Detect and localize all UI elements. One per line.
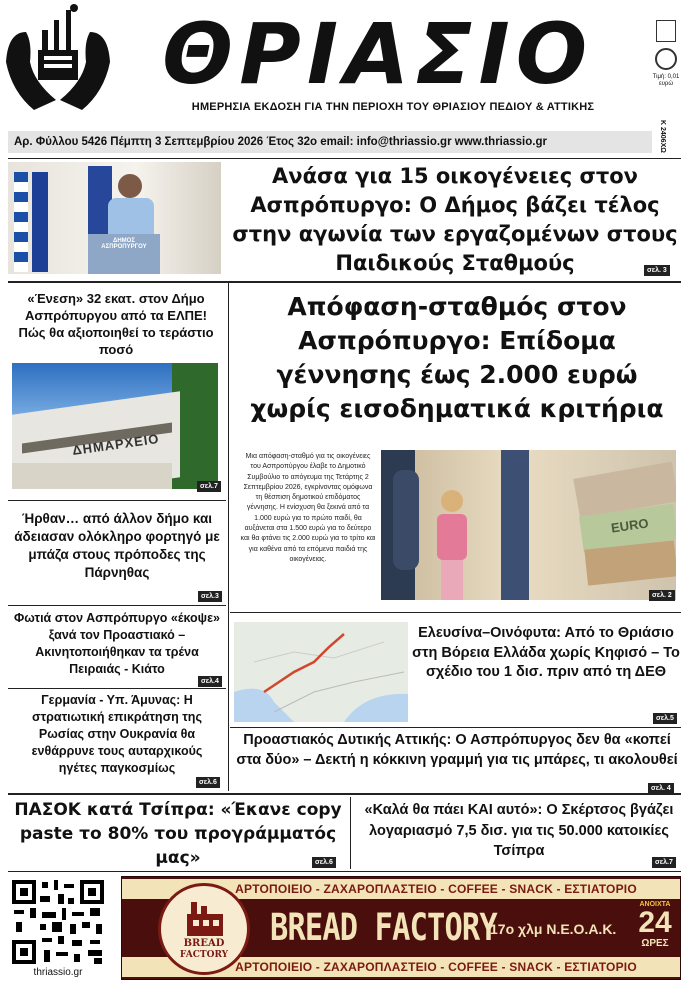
issue-info: Αρ. Φύλλου 5426 Πέμπτη 3 Σεπτεμβρίου 2026 Έτος 32ο email: info@thriassio.gr www.thriassio.gr xyxy=(14,136,547,148)
ad-top-band: ΑΡΤΟΠΟΙΕΙΟ - ΖΑΧΑΡΟΠΛΑΣΤΕΙΟ - COFFEE - SNACK - ΕΣΤΙΑΤΟΡΙΟ xyxy=(122,879,680,899)
logo-hands-icon xyxy=(4,2,112,112)
page-ref: σελ.6 xyxy=(196,777,220,788)
page-ref: σελ.4 xyxy=(198,676,222,687)
divider xyxy=(8,688,226,689)
ad-location: 17ο χλμ Ν.Ε.Ο.Α.Κ. xyxy=(490,921,617,937)
skertsos-headline: «Καλά θα πάει ΚΑΙ αυτό»: Ο Σκέρτσος βγάζει λογαριασμό 7,5 δισ. για τις 50.000 κατοικίες Τσίπρα xyxy=(364,802,674,859)
ad-bottom-band: ΑΡΤΟΠΟΙΕΙΟ - ΖΑΧΑΡΟΠΛΑΣΤΕΙΟ - COFFEE - SNACK - ΕΣΤΙΑΤΟΡΙΟ xyxy=(122,957,680,977)
ad-hours-box: ΑΝΟΙΧΤΑ 24 ΩΡΕΣ xyxy=(638,901,672,949)
page-ref: σελ.5 xyxy=(653,713,677,724)
page-ref: σελ. 2 xyxy=(649,590,675,601)
divider xyxy=(8,871,681,872)
qr-caption: thriassio.gr xyxy=(33,967,83,978)
left2-headline: Ήρθαν… από άλλον δήμο και άδειασαν ολόκληρο φορτηγό με μπάζα στους πρόποδες της Πάρνηθας xyxy=(14,511,220,580)
masthead-title: ΘΡΙΑΣΙΟ xyxy=(161,5,594,103)
price-box: Τιμή: 0,01 ευρώ xyxy=(652,20,680,120)
ad-logo xyxy=(158,883,250,975)
divider xyxy=(8,605,226,606)
ad-brand: BREAD FACTORY xyxy=(270,906,497,949)
podium-photo xyxy=(8,162,221,274)
route-map xyxy=(234,622,408,722)
divider xyxy=(8,158,681,159)
proastiakos-headline: Προαστιακός Δυτικής Αττικής: Ο Ασπρόπυργος δεν θα «κοπεί στα δύο» – Δεκτή η κόκκινη γραμμή για τις μπάρες, τι ακολουθεί xyxy=(236,732,678,768)
qr-code[interactable] xyxy=(10,878,106,966)
top-main-headline: Ανάσα για 15 οικογένειες στον Ασπρόπυργο: Ο Δήμος βάζει τέλος στην αγωνία των εργαζομένων στους Παιδικούς Σταθμούς xyxy=(232,164,678,275)
center-main-headline: Απόφαση-σταθμός στον Ασπρόπυργο: Επίδομα γέννησης έως 2.000 ευρώ χωρίς εισοδηματικά κριτήρια xyxy=(250,292,664,423)
masthead-subtitle: ΗΜΕΡΗΣΙΑ ΕΚΔΟΣΗ ΓΙΑ ΤΗΝ ΠΕΡΙΟΧΗ ΤΟΥ ΘΡΙΑΣΙΟΥ ΠΕΔΙΟΥ & ΑΤΤΙΚΗΣ xyxy=(191,101,595,113)
building-sign: ΔΗΜΑΡΧΕΙΟ xyxy=(71,430,161,459)
column-divider xyxy=(228,283,229,791)
page-ref: σελ. 3 xyxy=(644,265,670,276)
page-ref: σελ.3 xyxy=(198,591,222,602)
left4-headline: Γερμανία - Υπ. Άμυνας: Η στρατιωτική επικράτηση της Ρωσίας στην Ουκρανία θα ενθάρρυνε τους αυταρχικούς ηγέτες παγκοσμίως xyxy=(31,693,203,775)
divider xyxy=(230,727,681,728)
left1-headline: «Ένεση» 32 εκατ. στον Δήμο Ασπρόπυργου από τα ΕΛΠΕ! Πώς θα αξιοποιηθεί το τεράστιο ποσό xyxy=(18,291,214,357)
side-code: Κ 2406ΧΩ xyxy=(659,120,666,153)
map-story-headline: Ελευσίνα–Οινόφυτα: Από το Θριάσιο στη Βόρεια Ελλάδα χωρίς Κηφισό – Το σχέδιο του 1 δισ. πριν από τη ΔΕΘ xyxy=(412,625,680,680)
page-ref: σελ.7 xyxy=(197,481,221,492)
column-divider xyxy=(350,797,351,869)
info-bar xyxy=(8,131,652,153)
bakery-building-icon xyxy=(183,900,227,936)
center-main-body: Μια απόφαση-σταθμό για τις οικογένειες του Ασπροπύργου έλαβε το Δημοτικό Συμβούλιο το απόγευμα της Τετάρτης 2 Σεπτεμβρίου 2026, εγκρίνοντας ομόφωνα τη θέσπιση δημοτικού επιδόματος γέννησης. Η ενίσχυση θα ξεκινά από τα 1.000 ευρώ για το πρώτο παιδί, θα αυξάνεται στα 1.500 ευρώ για το δεύτερο και θα φτάνει τις 2.000 ευρώ για το τρίτο και για καθένα από τα επόμενα παιδιά της οικογένειας. xyxy=(240,453,376,563)
divider xyxy=(8,281,681,283)
page-ref: σελ.6 xyxy=(312,857,336,868)
pasok-headline: ΠΑΣΟΚ κατά Τσίπρα: «Έκανε copy paste το 80% του προγράμματός μας» xyxy=(14,800,342,868)
qr-code-icon xyxy=(10,878,106,966)
page-ref: σελ.7 xyxy=(652,857,676,868)
podium-sign: ΔΗΜΟΣ ΑΣΠΡΟΠΥΡΓΟΥ xyxy=(101,238,147,250)
divider xyxy=(8,793,681,795)
logo-line2: FACTORY xyxy=(179,950,229,960)
bread-factory-ad[interactable] xyxy=(121,876,681,980)
page-ref: σελ. 4 xyxy=(648,783,674,794)
logo-line1: BREAD xyxy=(183,938,225,949)
banknote-label: EURO xyxy=(610,515,650,536)
divider xyxy=(8,500,226,501)
map-route-icon xyxy=(234,622,408,722)
divider xyxy=(230,612,681,613)
left3-headline: Φωτιά στον Ασπρόπυργο «έκοψε» ξανά τον Προαστιακό – Ακινητοποιήθηκαν τα τρένα Πειραιάς - Κιάτο xyxy=(14,611,220,676)
town-hall-photo xyxy=(12,363,218,489)
family-banknotes-photo xyxy=(381,450,676,600)
